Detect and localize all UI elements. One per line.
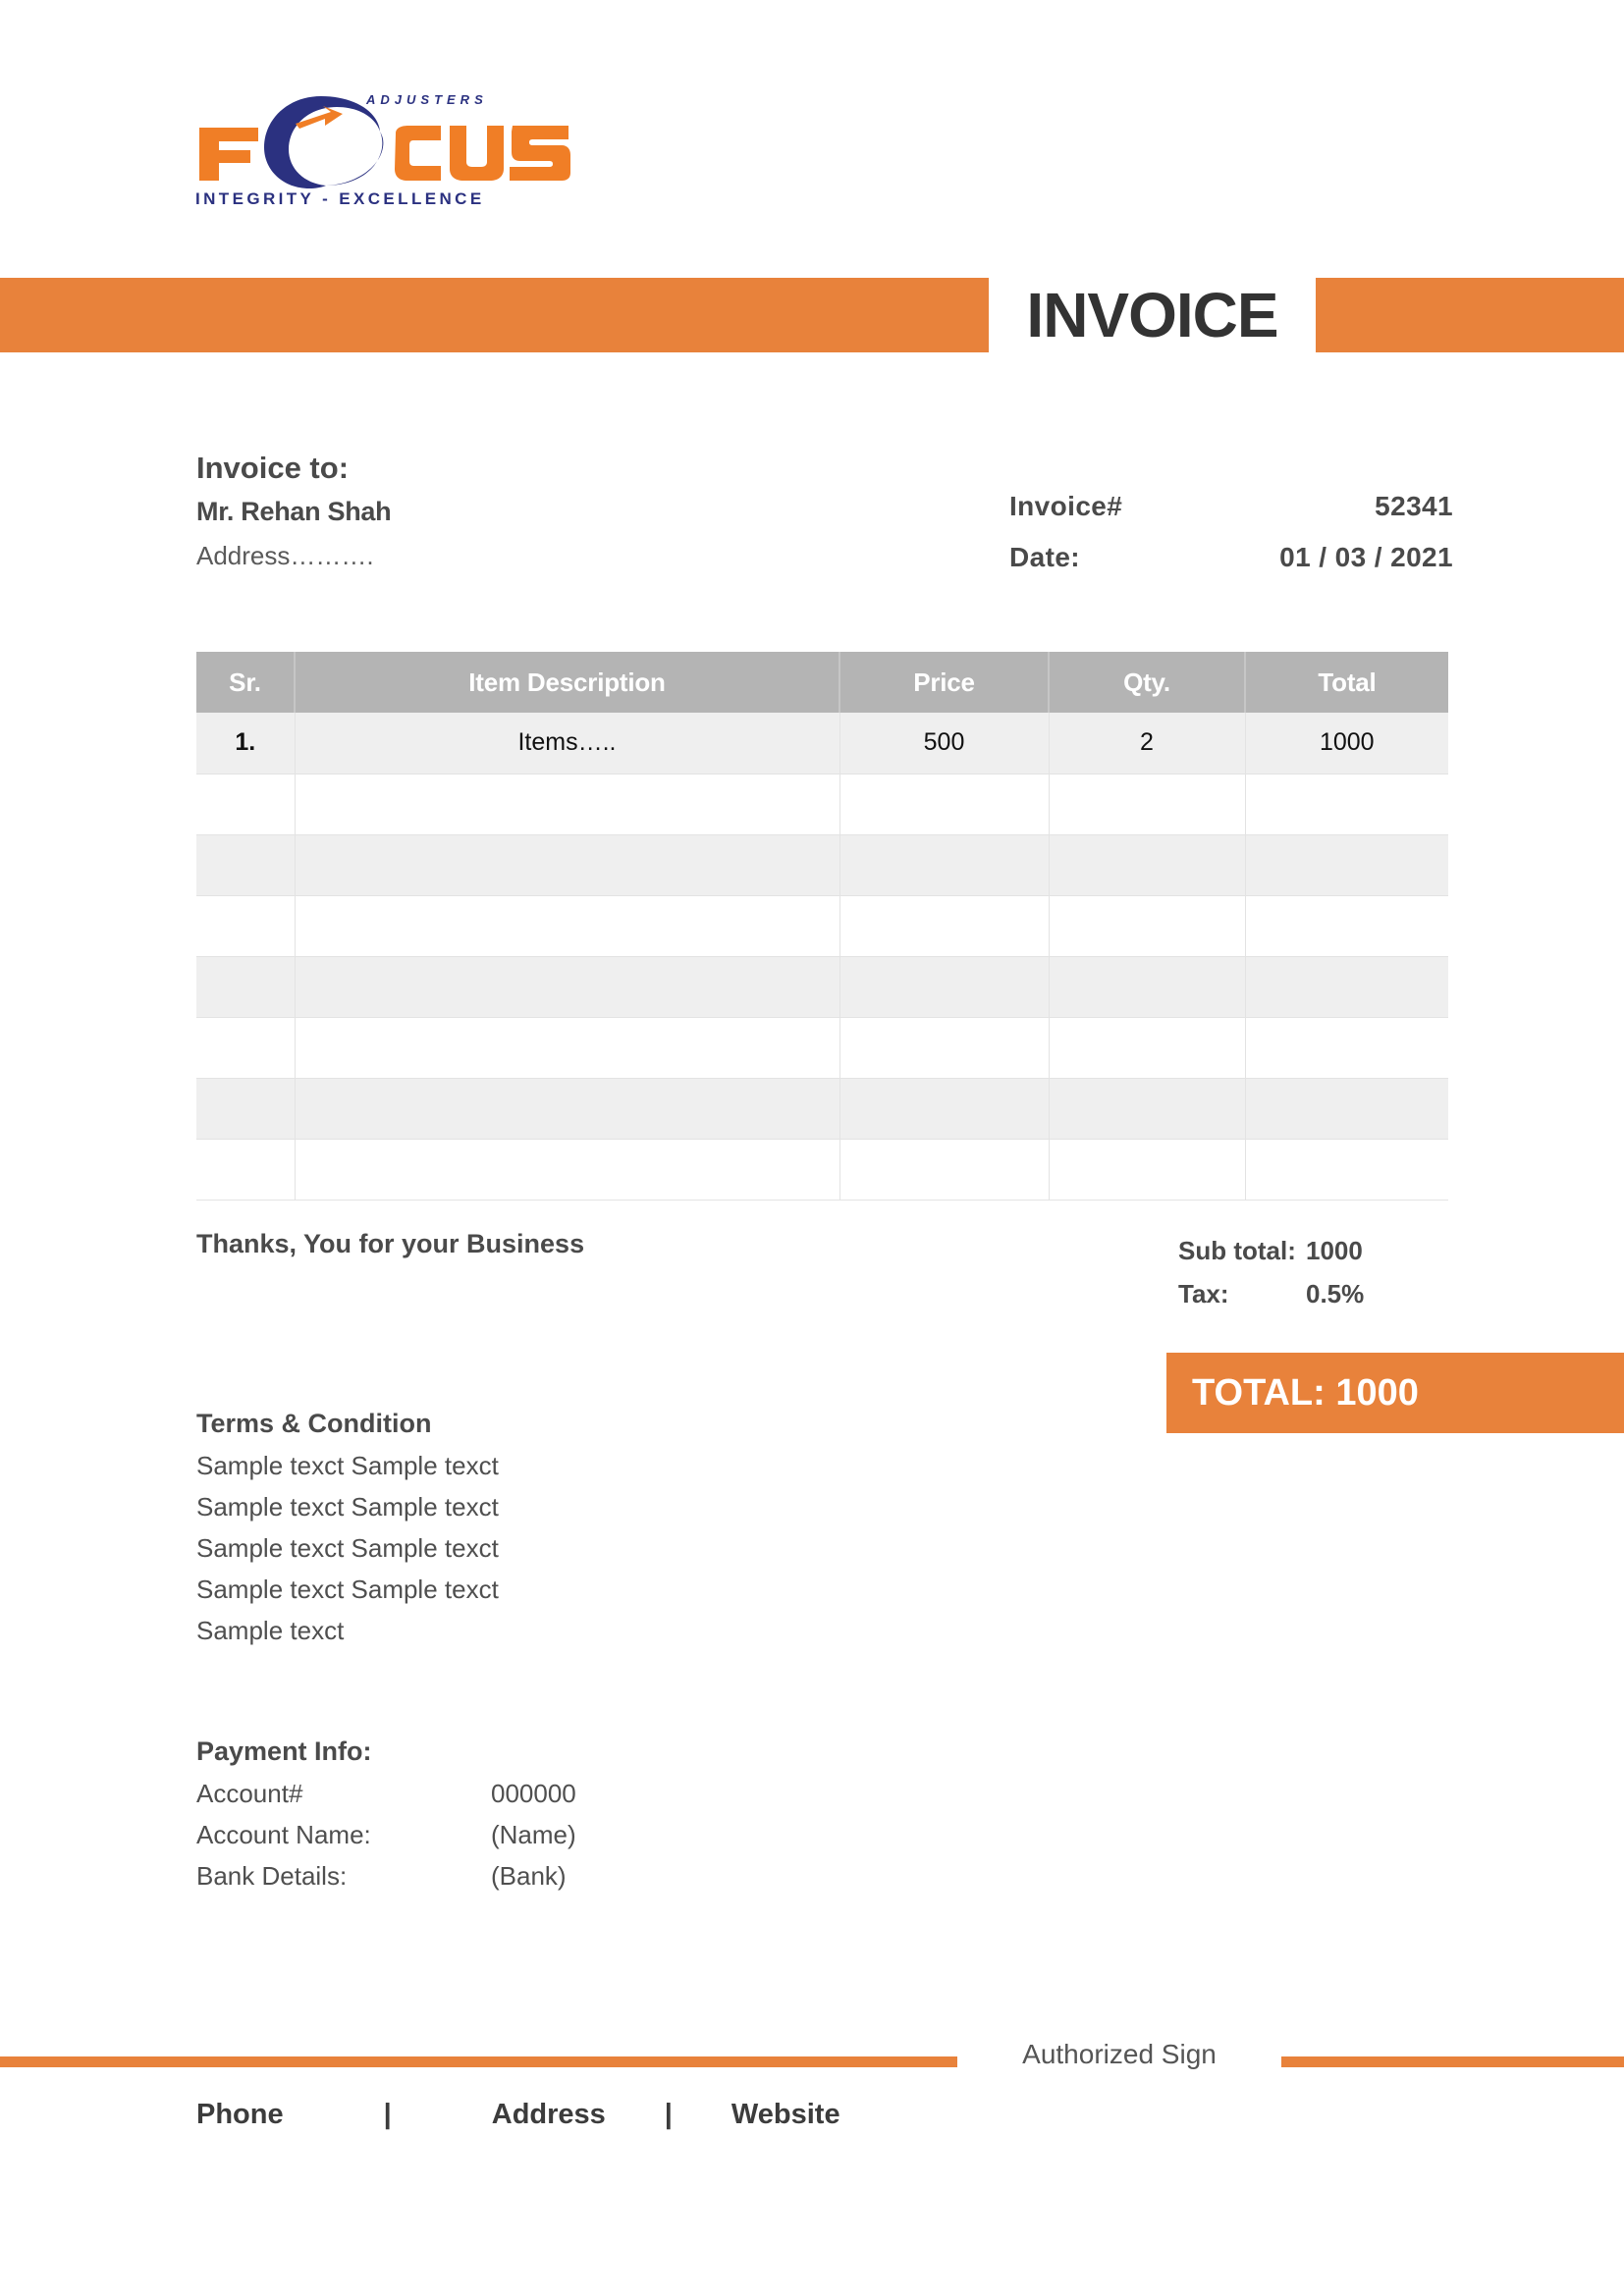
column-header-sr: Sr. bbox=[196, 652, 295, 713]
cell-price bbox=[839, 1078, 1049, 1139]
cell-qty bbox=[1049, 1078, 1245, 1139]
cell-description bbox=[295, 834, 839, 895]
cell-price bbox=[839, 774, 1049, 834]
grand-total-banner bbox=[1166, 1353, 1624, 1433]
page-title: INVOICE bbox=[1026, 280, 1278, 350]
cell-qty bbox=[1049, 774, 1245, 834]
account-name-label: Account Name: bbox=[196, 1820, 371, 1849]
cell-price bbox=[839, 895, 1049, 956]
company-logo bbox=[193, 82, 576, 210]
cell-qty bbox=[1049, 956, 1245, 1017]
payment-info-row bbox=[196, 1855, 576, 1896]
cell-total bbox=[1245, 774, 1448, 834]
cell-sr bbox=[196, 834, 295, 895]
subtotal-label: Sub total: bbox=[1178, 1236, 1296, 1265]
terms-line: Sample texct Sample texct bbox=[196, 1575, 499, 1604]
cell-description bbox=[295, 1139, 839, 1200]
table-row bbox=[196, 834, 1448, 895]
cell-qty bbox=[1049, 895, 1245, 956]
payment-info-row bbox=[196, 1773, 576, 1814]
title-band-left-fill bbox=[0, 278, 989, 352]
cell-qty bbox=[1049, 834, 1245, 895]
terms-line: Sample texct Sample texct bbox=[196, 1492, 499, 1522]
cell-sr: 1. bbox=[196, 713, 295, 774]
bank-details-value: (Bank) bbox=[491, 1861, 567, 1891]
line-items-table bbox=[196, 652, 1448, 1201]
terms-and-conditions-block bbox=[196, 1402, 499, 1651]
bill-to-heading: Invoice to: bbox=[196, 451, 350, 485]
cell-price bbox=[839, 1139, 1049, 1200]
cell-description bbox=[295, 1078, 839, 1139]
title-band-right-fill bbox=[1316, 278, 1624, 352]
payment-info-block bbox=[196, 1730, 576, 1896]
subtotal-value: 1000 bbox=[1306, 1236, 1363, 1265]
table-row bbox=[196, 1078, 1448, 1139]
account-number-label: Account# bbox=[196, 1779, 303, 1808]
authorized-sign-label: Authorized Sign bbox=[1022, 2039, 1217, 2069]
cell-total bbox=[1245, 1139, 1448, 1200]
summary-block bbox=[1178, 1229, 1463, 1315]
cell-price: 500 bbox=[839, 713, 1049, 774]
invoice-number-value: 52341 bbox=[1375, 491, 1453, 521]
invoice-date-row bbox=[1009, 532, 1453, 583]
column-header-description: Item Description bbox=[295, 652, 839, 713]
invoice-date-label: Date: bbox=[1009, 542, 1081, 572]
invoice-date-value: 01 / 03 / 2021 bbox=[1279, 542, 1453, 572]
terms-heading: Terms & Condition bbox=[196, 1409, 432, 1438]
tax-row bbox=[1178, 1272, 1463, 1315]
footer-rule-right bbox=[1281, 2056, 1624, 2067]
cell-total bbox=[1245, 895, 1448, 956]
table-header-row bbox=[196, 652, 1448, 713]
tax-label: Tax: bbox=[1178, 1279, 1229, 1308]
bill-to-address: Address………. bbox=[196, 541, 374, 570]
thanks-message: Thanks, You for your Business bbox=[196, 1229, 585, 1258]
cell-qty bbox=[1049, 1017, 1245, 1078]
cell-qty: 2 bbox=[1049, 713, 1245, 774]
subtotal-row bbox=[1178, 1229, 1463, 1272]
cell-sr bbox=[196, 956, 295, 1017]
bill-to-block bbox=[196, 447, 391, 578]
cell-description: Items….. bbox=[295, 713, 839, 774]
bank-details-label: Bank Details: bbox=[196, 1861, 348, 1891]
focus-adjusters-logo-icon bbox=[193, 82, 576, 210]
footer-website-label: Website bbox=[731, 2099, 840, 2130]
cell-price bbox=[839, 956, 1049, 1017]
footer-separator: | bbox=[383, 2099, 392, 2130]
cell-total bbox=[1245, 956, 1448, 1017]
payment-info-heading: Payment Info: bbox=[196, 1736, 372, 1766]
footer-address-label: Address bbox=[491, 2099, 606, 2130]
footer-phone-label: Phone bbox=[196, 2099, 284, 2130]
column-header-total: Total bbox=[1245, 652, 1448, 713]
footer-separator: | bbox=[664, 2099, 673, 2130]
cell-sr bbox=[196, 1078, 295, 1139]
tax-value: 0.5% bbox=[1306, 1279, 1365, 1308]
account-name-value: (Name) bbox=[491, 1820, 576, 1849]
grand-total-text: TOTAL: 1000 bbox=[1192, 1371, 1419, 1414]
bill-to-name: Mr. Rehan Shah bbox=[196, 497, 392, 526]
invoice-title-band bbox=[0, 278, 1624, 352]
cell-total bbox=[1245, 834, 1448, 895]
table-row bbox=[196, 956, 1448, 1017]
cell-total: 1000 bbox=[1245, 713, 1448, 774]
cell-total bbox=[1245, 1078, 1448, 1139]
table-row bbox=[196, 1139, 1448, 1200]
account-number-value: 000000 bbox=[491, 1779, 576, 1808]
svg-text:ADJUSTERS: ADJUSTERS bbox=[366, 92, 488, 107]
footer-contacts bbox=[196, 2099, 840, 2131]
invoice-meta-block bbox=[1009, 481, 1453, 583]
footer-rule-left bbox=[0, 2056, 957, 2067]
table-row bbox=[196, 774, 1448, 834]
cell-description bbox=[295, 895, 839, 956]
table-row bbox=[196, 1017, 1448, 1078]
cell-sr bbox=[196, 774, 295, 834]
column-header-price: Price bbox=[839, 652, 1049, 713]
terms-line: Sample texct bbox=[196, 1616, 345, 1645]
cell-price bbox=[839, 834, 1049, 895]
cell-price bbox=[839, 1017, 1049, 1078]
cell-sr bbox=[196, 1017, 295, 1078]
terms-line: Sample texct Sample texct bbox=[196, 1533, 499, 1563]
cell-description bbox=[295, 774, 839, 834]
invoice-number-label: Invoice# bbox=[1009, 491, 1123, 521]
payment-info-row bbox=[196, 1814, 576, 1855]
table-row bbox=[196, 895, 1448, 956]
cell-total bbox=[1245, 1017, 1448, 1078]
cell-description bbox=[295, 956, 839, 1017]
column-header-qty: Qty. bbox=[1049, 652, 1245, 713]
svg-text:INTEGRITY - EXCELLENCE: INTEGRITY - EXCELLENCE bbox=[195, 189, 485, 208]
cell-sr bbox=[196, 895, 295, 956]
invoice-number-row bbox=[1009, 481, 1453, 532]
cell-description bbox=[295, 1017, 839, 1078]
cell-sr bbox=[196, 1139, 295, 1200]
table-row bbox=[196, 713, 1448, 774]
terms-line: Sample texct Sample texct bbox=[196, 1451, 499, 1480]
cell-qty bbox=[1049, 1139, 1245, 1200]
